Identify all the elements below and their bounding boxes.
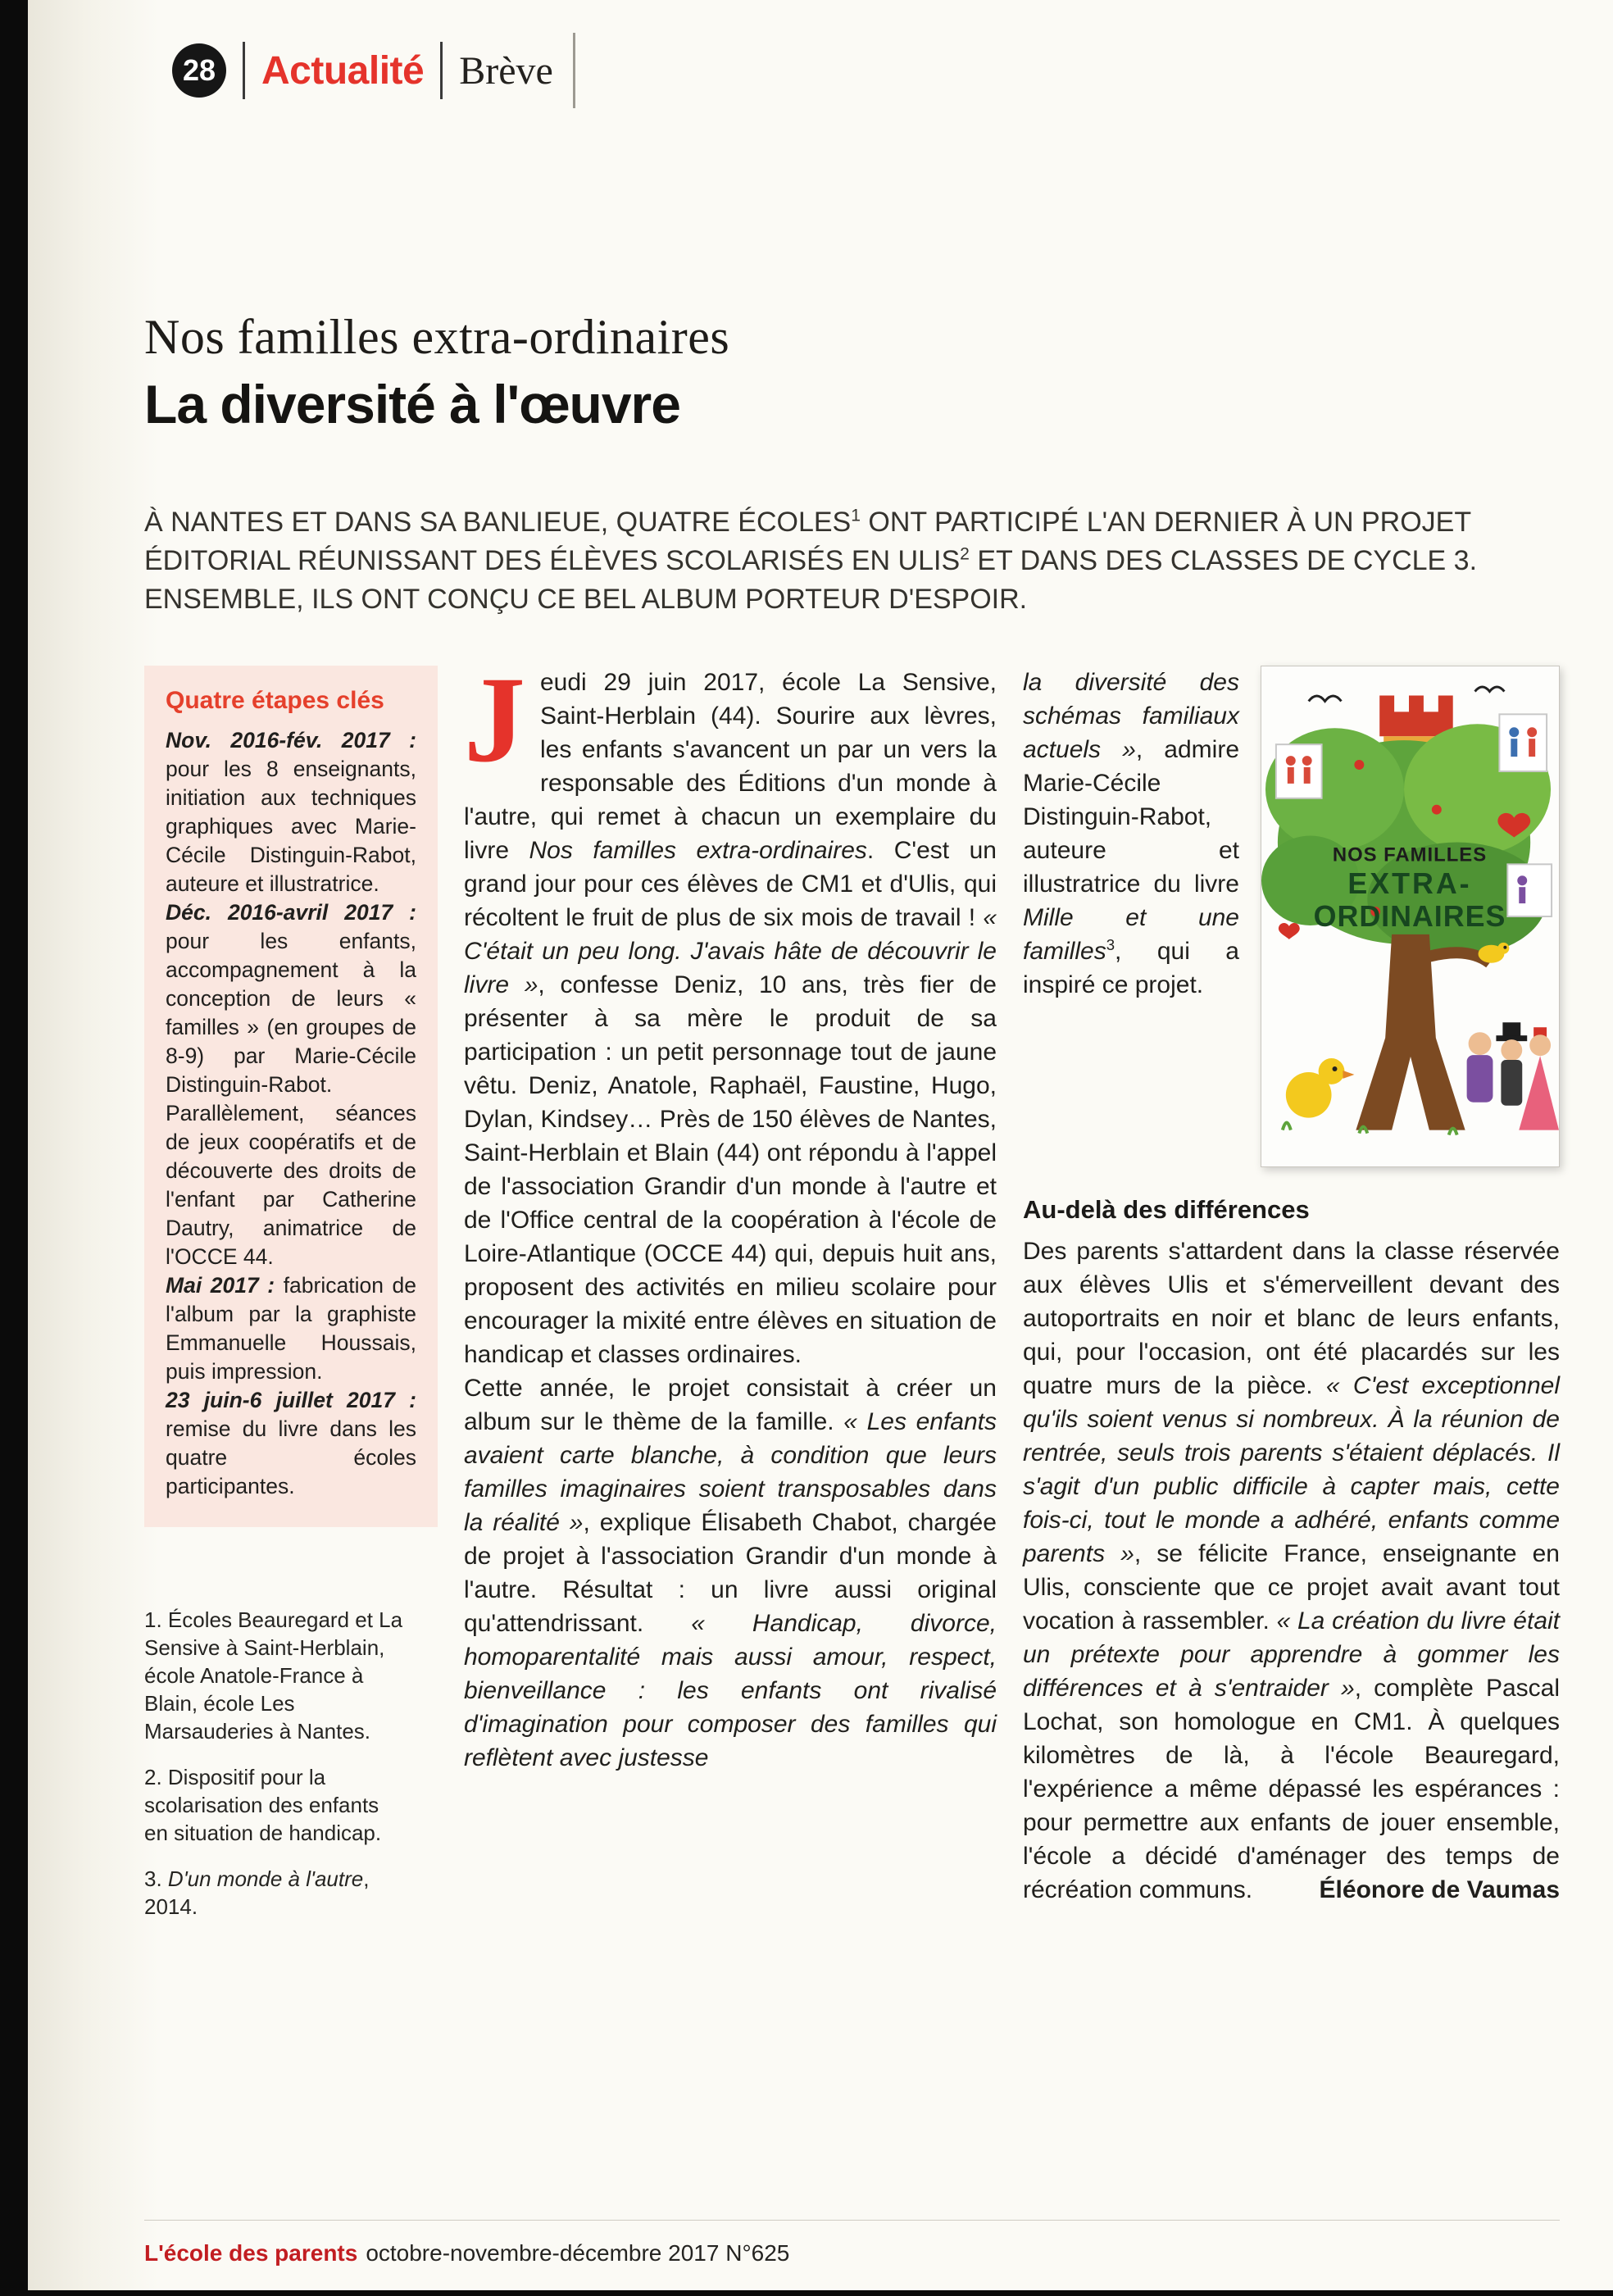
sidebar-paragraph: Mai 2017 : fabrication de l'album par la graphiste Emmanuelle Houssais, puis impression. bbox=[166, 1273, 417, 1384]
title-block bbox=[144, 311, 729, 433]
sidebar-paragraph: 23 juin-6 juillet 2017 : remise du livre dans les quatre écoles participantes. bbox=[166, 1388, 416, 1498]
header-divider bbox=[573, 33, 575, 108]
body-paragraph bbox=[464, 652, 997, 1371]
page-number-badge: 28 bbox=[172, 43, 226, 98]
subsection-label: Brève bbox=[459, 48, 553, 93]
header-divider bbox=[243, 42, 245, 99]
standfirst: À NANTES ET DANS SA BANLIEUE, QUATRE ÉCOLES$^1$ ONT PARTICIPÉ L'AN DERNIER À UN PROJET ÉDITORIAL RÉUNISSANT DES ÉLÈVES SCOLARISÉS EN ULIS$^2$ ET DANS DES CLASSES DE CYCLE 3. ENSEMBLE, ILS ONT CONÇU CE BEL ALBUM PORTEUR D'ESPOIR. bbox=[144, 506, 1478, 615]
sidebar-box bbox=[144, 666, 438, 1527]
sidebar-title: Quatre étapes clés bbox=[166, 687, 384, 714]
right-column bbox=[1023, 666, 1560, 1939]
right-top-section bbox=[1023, 666, 1560, 1167]
pinned-drawing bbox=[1499, 714, 1547, 771]
book-title-line: EXTRA- bbox=[1347, 867, 1472, 901]
article-headline: La diversité à l'œuvre bbox=[144, 374, 680, 434]
sidebar-paragraph: Nov. 2016-fév. 2017 : pour les 8 enseignants, initiation aux techniques graphiques avec Marie-Cécile Distinguin-Rabot, auteure et illustratrice. bbox=[166, 728, 416, 896]
body-paragraph: la diversité des schémas familiaux actuels », admire Marie-Cécile Distinguin-Rabot, auteure et illustratrice du livre Mille et une familles$^3$, qui a inspiré ce projet. bbox=[1023, 669, 1240, 998]
footnotes-block bbox=[144, 1606, 405, 1921]
paragraph-text: eudi 29 juin 2017, école La Sensive, Saint-Herblain (44). Sourire aux lèvres, les enfants s'avancent un par un vers la responsable des Éditions d'un monde à l'autre, qui remet à chacun un exemplaire du livre Nos familles extra-ordinaires. C'est un grand jour pour ces élèves de CM1 et d'Ulis, qui récoltent le fruit de plus de six mois de travail ! « C'était un peu long. J'avais hâte de découvrir le livre », confesse Deniz, 10 ans, très fier de présenter à sa mère le produit de sa participation : un petit personnage tout de jaune vêtu. Deniz, Anatole, Raphaël, Faustine, Hugo, Dylan, Kindsey… Près de 150 élèves de Nantes, Saint-Herblain et Blain (44) ont répondu à l'appel de l'association Grandir d'un monde à l'autre et de l'Office central de la coopération à l'école de Loire-Atlantique (OCCE 44) qui, depuis huit ans, proposent des activités en milieu scolaire pour encourager la mixité entre élèves en situation de handicap et classes ordinaires. bbox=[464, 669, 997, 1368]
book-cover-illustration bbox=[1261, 666, 1559, 1166]
footer-brand: L'école des parents bbox=[144, 2240, 358, 2266]
left-column bbox=[144, 666, 438, 1939]
footnote: 1. Écoles Beauregard et La Sensive à Saint-Herblain, école Anatole-France à Blain, école Les Marsauderies à Nantes. bbox=[144, 1607, 403, 1744]
magazine-page bbox=[28, 0, 1613, 2290]
book-title-line: ORDINAIRES bbox=[1313, 899, 1506, 933]
pinned-drawing bbox=[1276, 744, 1322, 798]
page-header bbox=[172, 36, 592, 105]
body-paragraph: Des parents s'attardent dans la classe réservée aux élèves Ulis et s'émerveillent devant des autoportraits en noir et blanc de leurs enfants, qui, pour l'occasion, ont été placardés sur les quatre murs de la pièce. « C'est exceptionnel qu'ils soient venus si nombreux. À la réunion de rentrée, seuls trois parents s'étaient déplacés. Il s'agit d'un public difficile à capter mais, cette fois-ci, tout le monde a adhéré, enfants comme parents », se félicite France, enseignante en Ulis, consciente que ce projet avait avant tout vocation à rassembler. « La création du livre était un prétexte pour apprendre à gommer les différences et à s'entraider », complète Pascal Lochat, son homologue en CM1. À quelques kilomètres de là, à l'école Beauregard, l'expérience a même dépassé les espérances : pour permettre aux enfants de jouer ensemble, l'école a décidé d'aménager des temps de récréation communs. Éléonore de Vaumas bbox=[1023, 1238, 1561, 1903]
section-label: Actualité bbox=[261, 48, 425, 93]
subhead: Au-delà des différences bbox=[1023, 1195, 1310, 1224]
drop-cap: J bbox=[464, 652, 525, 788]
page-footer bbox=[144, 2220, 1560, 2266]
sidebar-paragraph: Déc. 2016-avril 2017 : pour les enfants, accompagnement à la conception de leurs « familles » (en groupes de 8-9) par Marie-Cécile Distinguin-Rabot. Parallèlement, séances de jeux coopératifs et de découverte des droits de l'enfant par Catherine Dautry, animatrice de l'OCCE 44. bbox=[166, 900, 416, 1269]
footer-issue: octobre-novembre-décembre 2017 N°625 bbox=[366, 2240, 790, 2266]
pinned-drawing bbox=[1507, 864, 1552, 916]
footnote: 3. D'un monde à l'autre, 2014. bbox=[144, 1866, 370, 1919]
book-cover bbox=[1261, 666, 1560, 1167]
middle-column bbox=[464, 652, 997, 1939]
header-divider bbox=[440, 42, 443, 99]
book-title-line: NOS FAMILLES bbox=[1332, 843, 1488, 866]
footnote: 2. Dispositif pour la scolarisation des enfants en situation de handicap. bbox=[144, 1765, 382, 1845]
article-kicker: Nos familles extra-ordinaires bbox=[144, 310, 730, 364]
child-figure bbox=[1467, 1032, 1493, 1103]
article-body bbox=[144, 652, 1561, 1939]
body-paragraph: Cette année, le projet consistait à créer un album sur le thème de la famille. « Les enfants avaient carte blanche, à condition que leurs familles imaginaires soient transposables dans la réalité », explique Élisabeth Chabot, chargée de projet à l'association Grandir d'un monde à l'autre. Résultat : un livre aussi original qu'attendrissant. « Handicap, divorce, homoparentalité mais aussi amour, respect, bienveillance : les enfants ont rivalisé d'imagination pour composer des familles qui reflètent avec justesse bbox=[464, 1375, 997, 1771]
